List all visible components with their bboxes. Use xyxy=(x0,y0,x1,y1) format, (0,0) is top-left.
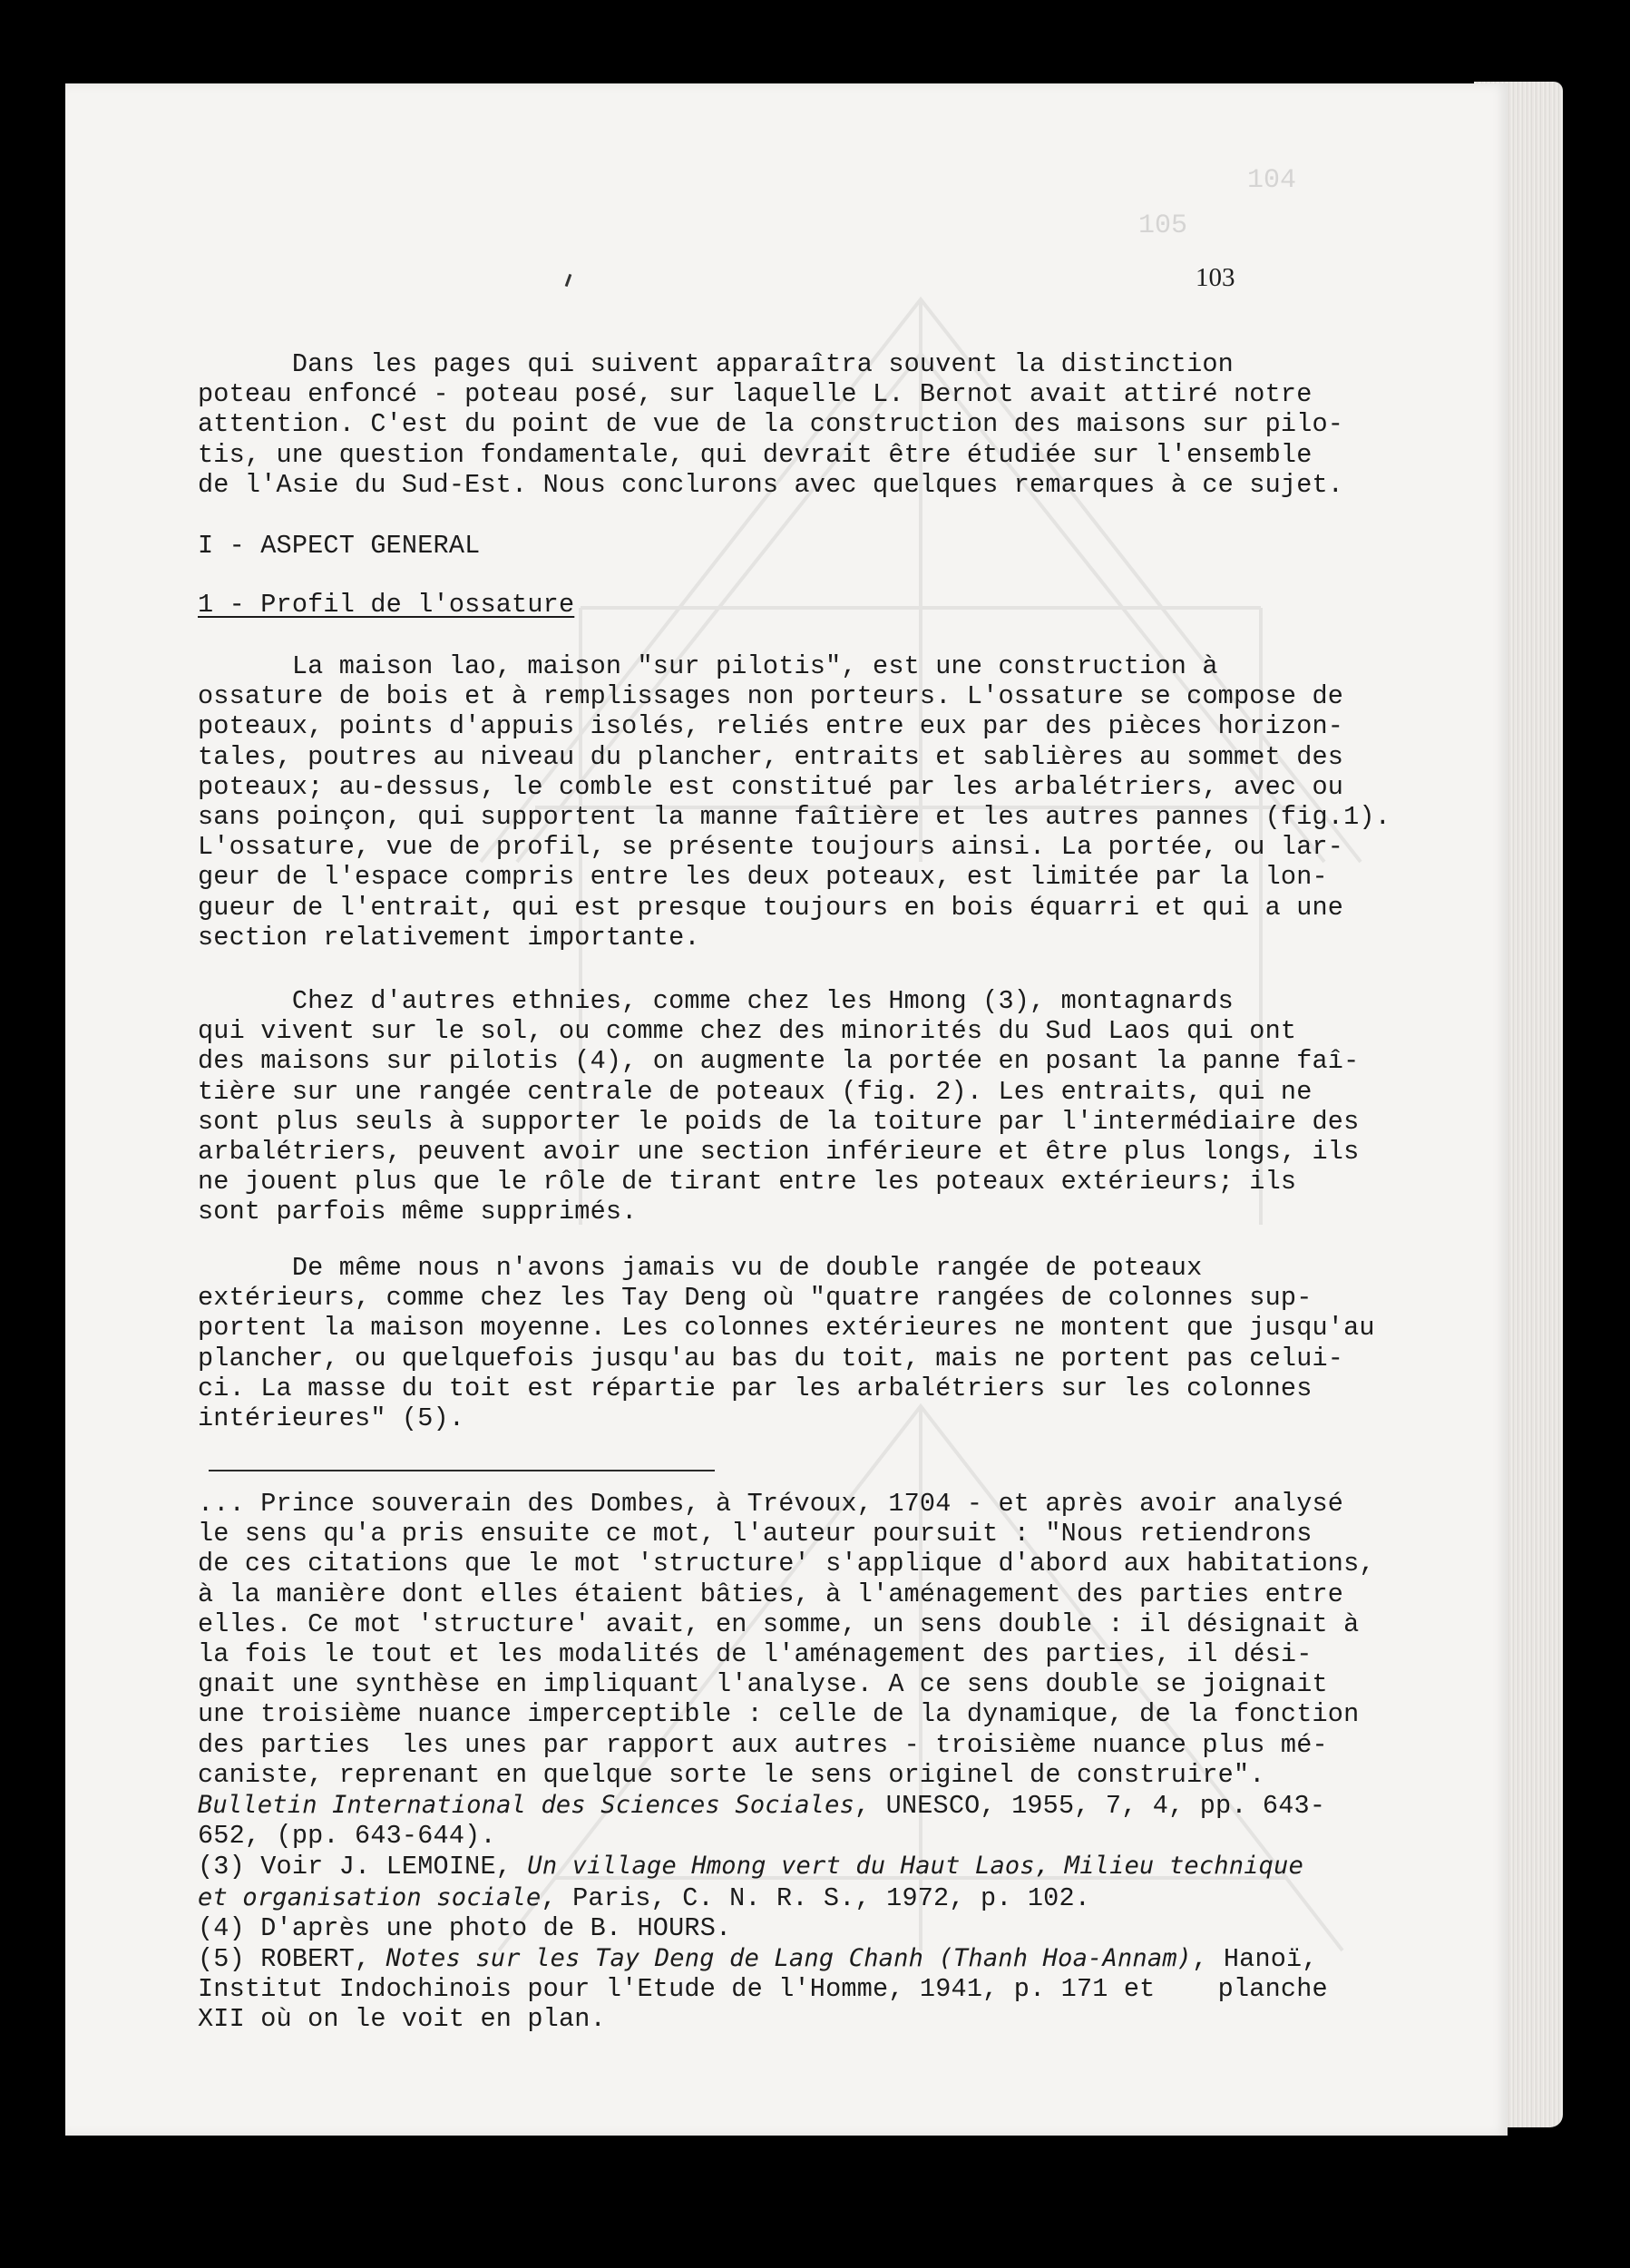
footnote-5-place: , Hanoï, xyxy=(1192,1944,1318,1975)
footnote-3-subtitle: et organisation sociale xyxy=(198,1882,542,1911)
bulletin-title: Bulletin International des Sciences Sociales xyxy=(198,1791,855,1820)
footnote-bulletin xyxy=(198,1790,1350,1821)
footnote-5-publisher: Institut Indochinois pour l'Etude de l'Homme, 1941, p. 171 et planche xyxy=(198,1974,1328,2005)
body-paragraph-4: De même nous n'avons jamais vu de double rangée de poteaux extérieurs, comme chez les Tay Deng où "quatre rangées de colonnes sup- portent la maison moyenne. Les colonnes extérieures ne montent que jusqu'au plancher, ou quelquefois jusqu'au bas du toit, mais ne portent pas celui- ci. La masse du toit est répartie par les arbalétriers sur les colonnes intérieures" (5). xyxy=(198,1253,1375,1434)
section-heading: I - ASPECT GENERAL xyxy=(198,531,481,561)
footnote-3-title: Un village Hmong vert du Haut Laos, Milieu technique xyxy=(527,1852,1304,1881)
bulletin-details: , UNESCO, 1955, 7, 4, pp. 643- xyxy=(854,1791,1326,1822)
footnote-continued: ... Prince souverain des Dombes, à Trévoux, 1704 - et après avoir analysé le sens qu'a pris ensuite ce mot, l'auteur poursuit : "Nous retiendrons de ces citations que le mot 'structure' s'applique d'abord aux habitations, à la manière dont elles étaient bâties, à l'aménagement des parties entre elles. Ce mot 'structure' avait, en somme, un sens double : il désignait la fois le tout et les modalités de l'aménagement des parties, il dési- gnait une synthèse en impliquant l'analyse. A ce sens double se joignait une troisième nuance imperceptible : celle de la dynamique, de la fonction des parties les unes par rapport aux autres - troisième nuance plus mé- caniste, reprenant en quelque sorte le sens originel de construire". xyxy=(198,1489,1375,1790)
footnote-5-prefix: (5) ROBERT, xyxy=(198,1944,386,1975)
footnote-separator xyxy=(209,1470,715,1471)
body-paragraph-2: La maison lao, maison "sur pilotis", est une construction à ossature de bois et à remplissages non porteurs. L'ossature se compose de poteaux, points d'appuis isolés, reliés entre eux par des pièces horizon- tales, poutres au niveau du plancher, entraits et sablières au sommet des poteaux; au-dessus, le comble est constitué par les arbalétriers, avec ou sans poinçon, qui supportent la manne faîtière et les autres pannes (fig.1). L'ossature, vue de profil, se présente toujours ainsi. La portée, ou lar- geur de l'espace compris entre les deux poteaux, est limitée par la lon- gueur de l'entrait, qui est presque toujours en bois équarri et qui a une section relativement importante. xyxy=(198,651,1391,953)
footnote-3-details: , Paris, C. N. R. S., 1972, p. 102. xyxy=(541,1882,1091,1913)
show-through-page-number: 105 xyxy=(1138,210,1188,241)
footnote-3-prefix: (3) Voir J. LEMOINE, xyxy=(198,1852,528,1882)
footnote-5 xyxy=(198,1943,1350,1974)
footnote-3-cont xyxy=(198,1882,1350,1913)
footnotes xyxy=(198,1489,1375,2035)
show-through-page-number: 104 xyxy=(1247,165,1297,196)
footnote-5-title: Notes sur les Tay Deng de Lang Chanh (Thanh Hoa-Annam) xyxy=(386,1944,1193,1973)
footnote-5-end: XII où on le voit en plan. xyxy=(198,2004,606,2035)
subsection-heading: 1 - Profil de l'ossature xyxy=(198,590,575,620)
footnote-4: (4) D'après une photo de B. HOURS. xyxy=(198,1912,732,1943)
body-paragraph-1: Dans les pages qui suivent apparaîtra souvent la distinction poteau enfoncé - poteau posé, sur laquelle L. Bernot avait attiré notre attention. C'est du point de vue de la construction des maisons sur pilo- tis, une question fondamentale, qui devrait être étudiée sur l'ensemble de l'Asie du Sud-Est. Nous conclurons avec quelques remarques à ce sujet. xyxy=(198,349,1344,500)
body-paragraph-3: Chez d'autres ethnies, comme chez les Hmong (3), montagnards qui vivent sur le sol, ou comme chez des minorités du Sud Laos qui ont des maisons sur pilotis (4), on augmente la portée en posant la panne faî- tière sur une rangée centrale de poteaux (fig. 2). Les entraits, qui ne sont plus seuls à supporter le poids de la toiture par l'intermédiaire des arbalétriers, peuvent avoir une section inférieure et être plus longs, ils ne jouent plus que le rôle de tirant entre les poteaux extérieurs; ils sont parfois même supprimés. xyxy=(198,986,1360,1227)
footnote-bulletin-pages: 652, (pp. 643-644). xyxy=(198,1821,496,1852)
page-number: 103 xyxy=(1196,263,1235,292)
footnote-3 xyxy=(198,1851,1350,1882)
